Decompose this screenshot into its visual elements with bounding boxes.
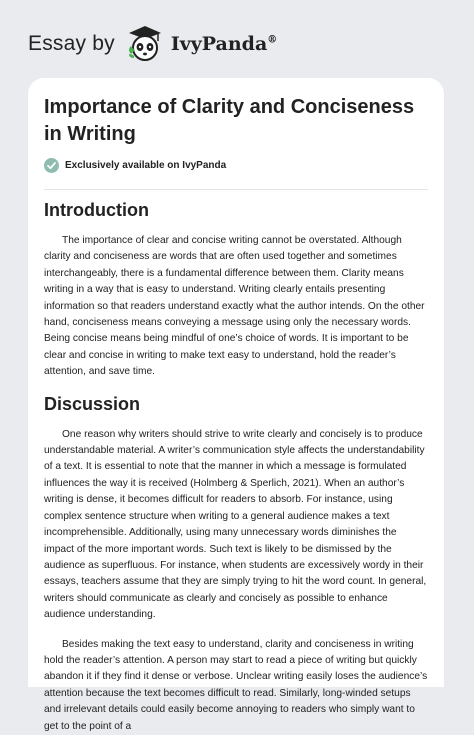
- check-circle-icon: [44, 158, 59, 173]
- brand-name: IvyPanda®: [170, 33, 278, 55]
- essay-title: Importance of Clarity and Conciseness in Writing: [44, 96, 415, 145]
- paragraph: One reason why writers should strive to write clearly and concisely is to produce understandable material. A writer’s communication style affects the understandability of a text. It is essential to note that the manner in which a message is formulated influences the way it is received (Holmberg & Sperlich, 2021). When an author’s writing is dense, it becomes difficult for readers to absorb. For instance, using complex sentence structure when writing to a general audience makes a text incomprehensible. Additionally, using many unnecessary words diminishes the impact of the more important words. Such text is likely to be dismissed by the audience as superfluous. For instance, when students are excessively wordy in their essays, teachers assume that they are simply trying to hit the word count. In general, writers should communicate as clearly and concisely as possible to enhance audience understanding.: [44, 428, 427, 621]
- section-heading-introduction: Introduction: [44, 200, 149, 220]
- brand-prefix: Essay by: [28, 32, 115, 55]
- divider: [44, 189, 428, 190]
- brand-logo[interactable]: [28, 24, 277, 64]
- essay-card: [28, 78, 444, 732]
- paragraph: Besides making the text easy to understand, clarity and conciseness in writing hold the reader’s attention. A person may start to read a piece of writing but quickly abandon it if they find it dense or verbose. Unclear writing easily loses the audience’s attention because the text becomes difficult to read. Similarly, long-winded setups and irrelevant details could easily become annoying to readers who simply want to get to the point of a: [44, 638, 428, 732]
- panda-graduate-icon: [125, 24, 165, 64]
- paragraph: The importance of clear and concise writing cannot be overstated. Although clarity and conciseness are words that are often used together and sometimes interchangeably, there is a fundamental difference between them. Clarity means writing in a way that is easy to understand. Writing clearly entails presenting information so that readers understand exactly what the author intends. On the other hand, conciseness means conveying a message using only the necessary words. Being concise means being mindful of one’s choice of words. It is important to be clear and concise in writing to make text easy to understand, hold the reader’s attention, and save time.: [44, 235, 425, 378]
- section-heading-discussion: Discussion: [44, 393, 141, 414]
- site-header: [0, 0, 474, 80]
- exclusive-badge-text: Exclusively available on IvyPanda: [65, 160, 227, 171]
- exclusive-badge: [44, 158, 428, 173]
